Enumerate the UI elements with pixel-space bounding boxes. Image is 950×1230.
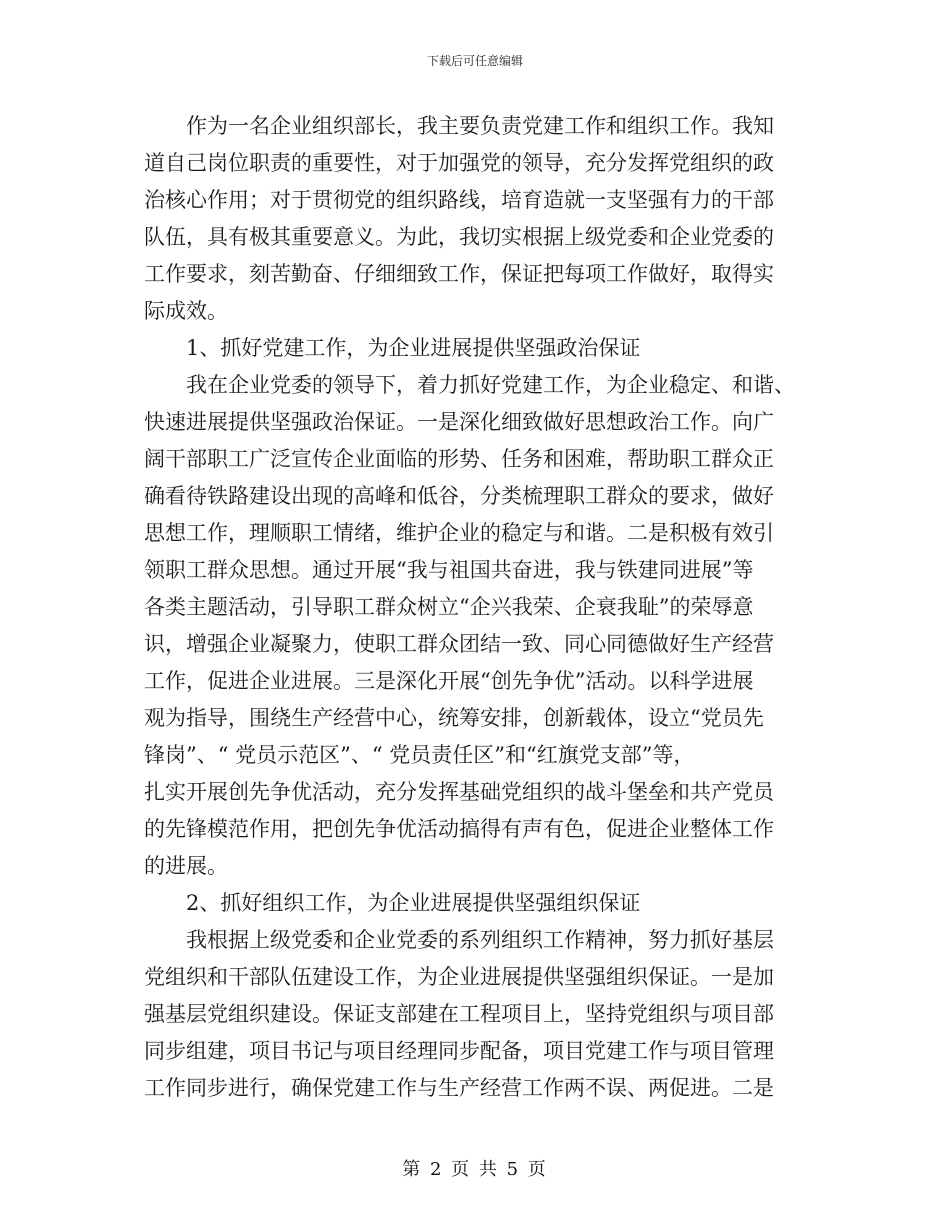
body-line: 各类主题活动，引导职工群众树立“企兴我荣、企衰我耻”的荣辱意 [144,595,754,619]
section-heading: 2、抓好组织工作，为企业进展提供坚强组织保证 [144,891,641,915]
page-header: 下载后可任意编辑 [426,54,523,68]
body-line: 强基层党组织建设。保证支部建在工程项目上，坚持党组织与项目部 [144,1002,774,1026]
body-line: 扎实开展创先争优活动，充分发挥基础党组织的战斗堡垒和共产党员 [144,780,774,804]
body-line: 观为指导，围绕生产经营中心，统筹安排，创新载体，设立“党员先 [144,706,764,730]
body-line: 作为一名企业组织部长，我主要负责党建工作和组织工作。我知 [144,114,774,138]
body-line: 同步组建，项目书记与项目经理同步配备，项目党建工作与项目管理 [144,1039,774,1063]
page-footer: 第 2 页 共 5 页 [402,1159,548,1180]
body-line: 工作，促进企业进展。三是深化开展“创先争优”活动。以科学进展 [144,669,754,693]
body-line: 思想工作，理顺职工情绪，维护企业的稳定与和谐。二是积极有效引 [144,521,774,545]
body-line: 我在企业党委的领导下，着力抓好党建工作，为企业稳定、和谐、 [144,373,795,397]
body-line: 工作要求，刻苦勤奋、仔细细致工作，保证把每项工作做好，取得实 [144,262,774,286]
body-line: 的进展。 [144,854,228,878]
body-line: 识，增强企业凝聚力，使职工群众团结一致、同心同德做好生产经营 [144,632,774,656]
body-line: 确看待铁路建设出现的高峰和低谷，分类梳理职工群众的要求，做好 [144,484,774,508]
body-line: 锋岗”、“ 党员示范区”、“ 党员责任区”和“红旗党支部”等， [144,743,695,767]
body-line: 党组织和干部队伍建设工作，为企业进展提供坚强组织保证。一是加 [144,965,774,989]
body-line: 际成效。 [144,299,228,323]
body-line: 快速进展提供坚强政治保证。一是深化细致做好思想政治工作。向广 [144,410,774,434]
body-line: 领职工群众思想。通过开展“我与祖国共奋进，我与铁建同进展”等 [144,558,754,582]
body-line: 阔干部职工广泛宣传企业面临的形势、任务和困难，帮助职工群众正 [144,447,774,471]
body-line: 工作同步进行，确保党建工作与生产经营工作两不误、两促进。二是 [144,1076,774,1100]
body-line: 队伍，具有极其重要意义。为此，我切实根据上级党委和企业党委的 [144,225,774,249]
body-line: 的先锋模范作用，把创先争优活动搞得有声有色，促进企业整体工作 [144,817,774,841]
document-body [144,108,804,1107]
body-line: 我根据上级党委和企业党委的系列组织工作精神，努力抓好基层 [144,928,774,952]
body-line: 治核心作用；对于贯彻党的组织路线，培育造就一支坚强有力的干部 [144,188,774,212]
section-heading: 1、抓好党建工作，为企业进展提供坚强政治保证 [144,336,641,360]
body-line: 道自己岗位职责的重要性，对于加强党的领导，充分发挥党组织的政 [144,151,774,175]
